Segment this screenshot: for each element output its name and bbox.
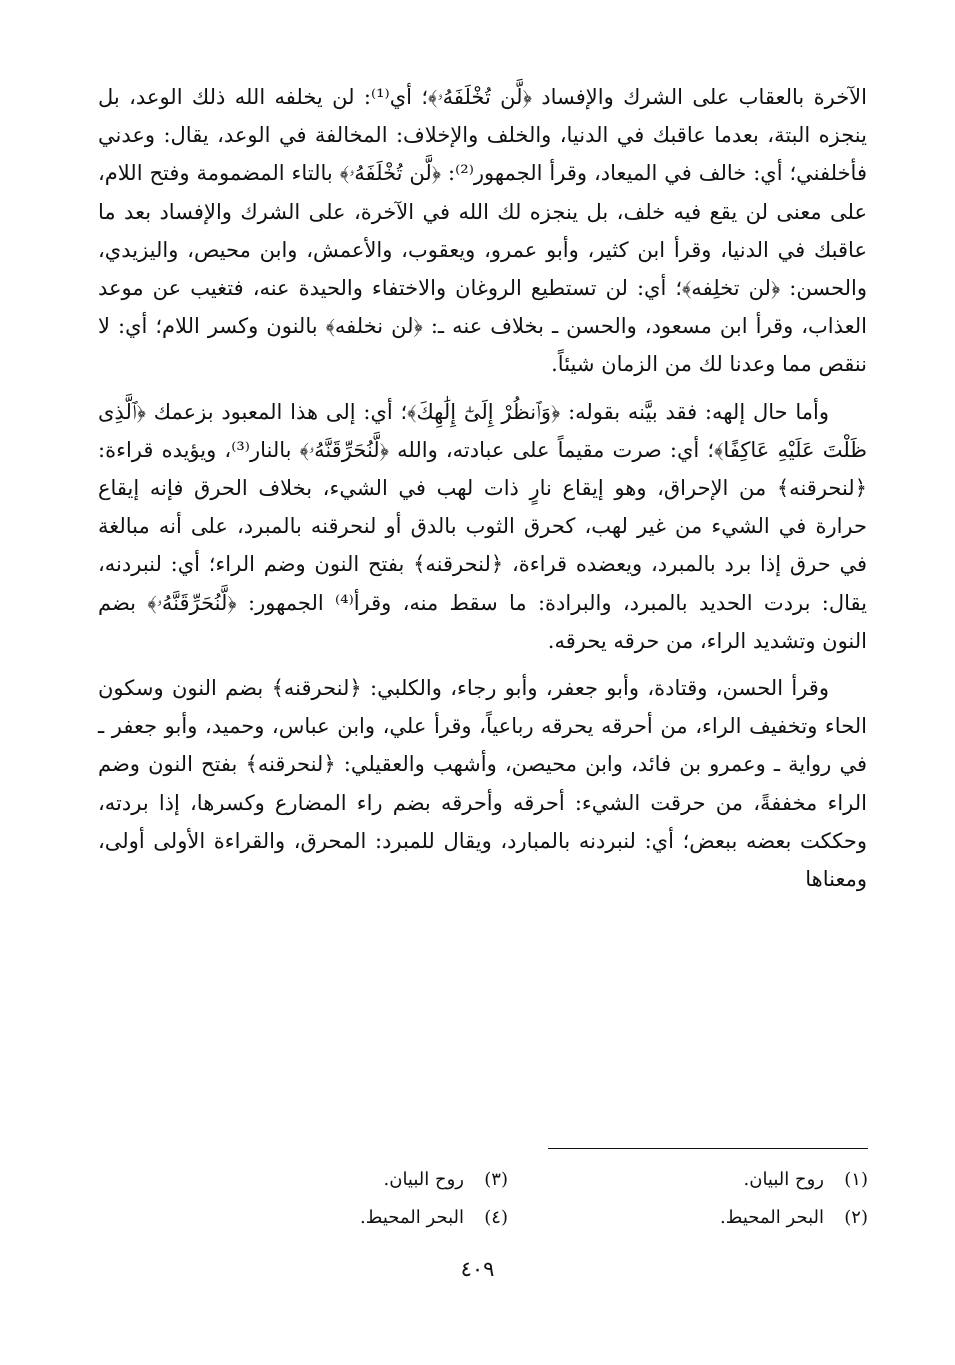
paragraph-1: الآخرة بالعقاب على الشرك والإفساد ﴿لَّن تُخْلَفَهُۥ﴾؛ أي⁽¹⁾: لن يخلفه الله ذلك الوعد، بل ينجزه البتة، بعدما عاقبك في الدنيا، والخلف والإخلاف: المخالفة في الوعد، يقال: وعدني فأخلفني؛ أي: خالف في الميعاد، وقرأ الجمهور⁽²⁾: ﴿لَّن تُخْلَفَهُۥ﴾ بالتاء المضمومة وفتح اللام، على معنى لن يقع فيه خلف، بل ينجزه لك الله في الآخرة، على الشرك والإفساد بعد ما عاقبك في الدنيا، وقرأ ابن كثير، وأبو عمرو، ويعقوب، والأعمش، وابن محيص، واليزيدي، والحسن: ﴿لن تخلِفه﴾؛ أي: لن تستطيع الروغان والاختفاء والحيدة عنه، فتغيب عن موعد العذاب، وقرأ ابن مسعود، والحسن ـ بخلاف عنه ـ: ﴿لن نخلفه﴾ بالنون وكسر اللام؛ أي: لا ننقص مما وعدنا لك من الزمان شيئاً.	[98, 85, 867, 377]
footnotes	[150, 1164, 868, 1234]
footnote-4	[150, 1202, 508, 1234]
paragraph-3: وقرأ الحسن، وقتادة، وأبو جعفر، وأبو رجاء، والكلبي: ﴿لنحرقنه﴾ بضم النون وسكون الحاء وتخفيف الراء، من أحرقه يحرقه رباعياً، وقرأ علي، وابن عباس، وحميد، وأبو جعفر ـ في رواية ـ وعمرو بن فائد، وابن محيصن، وأشهب والعقيلي: ﴿لنحرقنه﴾ بفتح النون وضم الراء مخففةً، من حرقت الشيء: أحرقه وأحرقه بضم راء المضارع وكسرها، إذا بردته، وحككت بعضه ببعض؛ أي: لنبردنه بالمبارد، ويقال للمبرد: المحرق، والقراءة الأولى أولى، ومعناها	[98, 676, 867, 892]
paragraph-2: وأما حال إلهه: فقد بيَّنه بقوله: ﴿وَٱنظُرْ إِلَىٰٓ إِلَٰهِكَ﴾؛ أي: إلى هذا المعبود بزعمك ﴿ٱلَّذِى ظَلْتَ عَلَيْهِ عَاكِفًا﴾؛ أي: صرت مقيماً على عبادته، والله ﴿لَّنُحَرِّقَنَّهُۥ﴾ بالنار⁽³⁾، ويؤيده قراءة: ﴿لنحرقنه﴾ من الإحراق، وهو إيقاع نارٍ ذات لهب في الشيء، بخلاف الحرق فإنه إيقاع حرارة في الشيء من غير لهب، كحرق الثوب بالدق أو لنحرقنه بالمبرد، على أنه مبالغة في حرق إذا برد بالمبرد، ويعضده قراءة، ﴿لنحرقنه﴾ بفتح النون وضم الراء؛ أي: لنبردنه، يقال: بردت الحديد بالمبرد، والبرادة: ما سقط منه، وقرأ⁽⁴⁾ الجمهور: ﴿لَّنُحَرِّقَنَّهُۥ﴾ بضم النون وتشديد الراء، من حرقه يحرقه.	[98, 399, 867, 653]
main-text	[98, 78, 867, 898]
page-number: ٤٠٩	[460, 1257, 495, 1281]
footnote-number: (٢)	[844, 1207, 868, 1228]
footnote-text: روح البيان.	[743, 1169, 824, 1190]
footnote-1	[508, 1164, 868, 1196]
footnote-3	[150, 1164, 508, 1196]
footnote-number: (١)	[844, 1169, 868, 1190]
footnote-2	[508, 1202, 868, 1234]
footnote-text: البحر المحيط.	[360, 1207, 464, 1228]
footnote-text: البحر المحيط.	[720, 1207, 824, 1228]
footnote-number: (٣)	[484, 1169, 508, 1190]
footnote-separator	[548, 1148, 868, 1149]
footnote-number: (٤)	[484, 1207, 508, 1228]
footnote-text: روح البيان.	[383, 1169, 464, 1190]
